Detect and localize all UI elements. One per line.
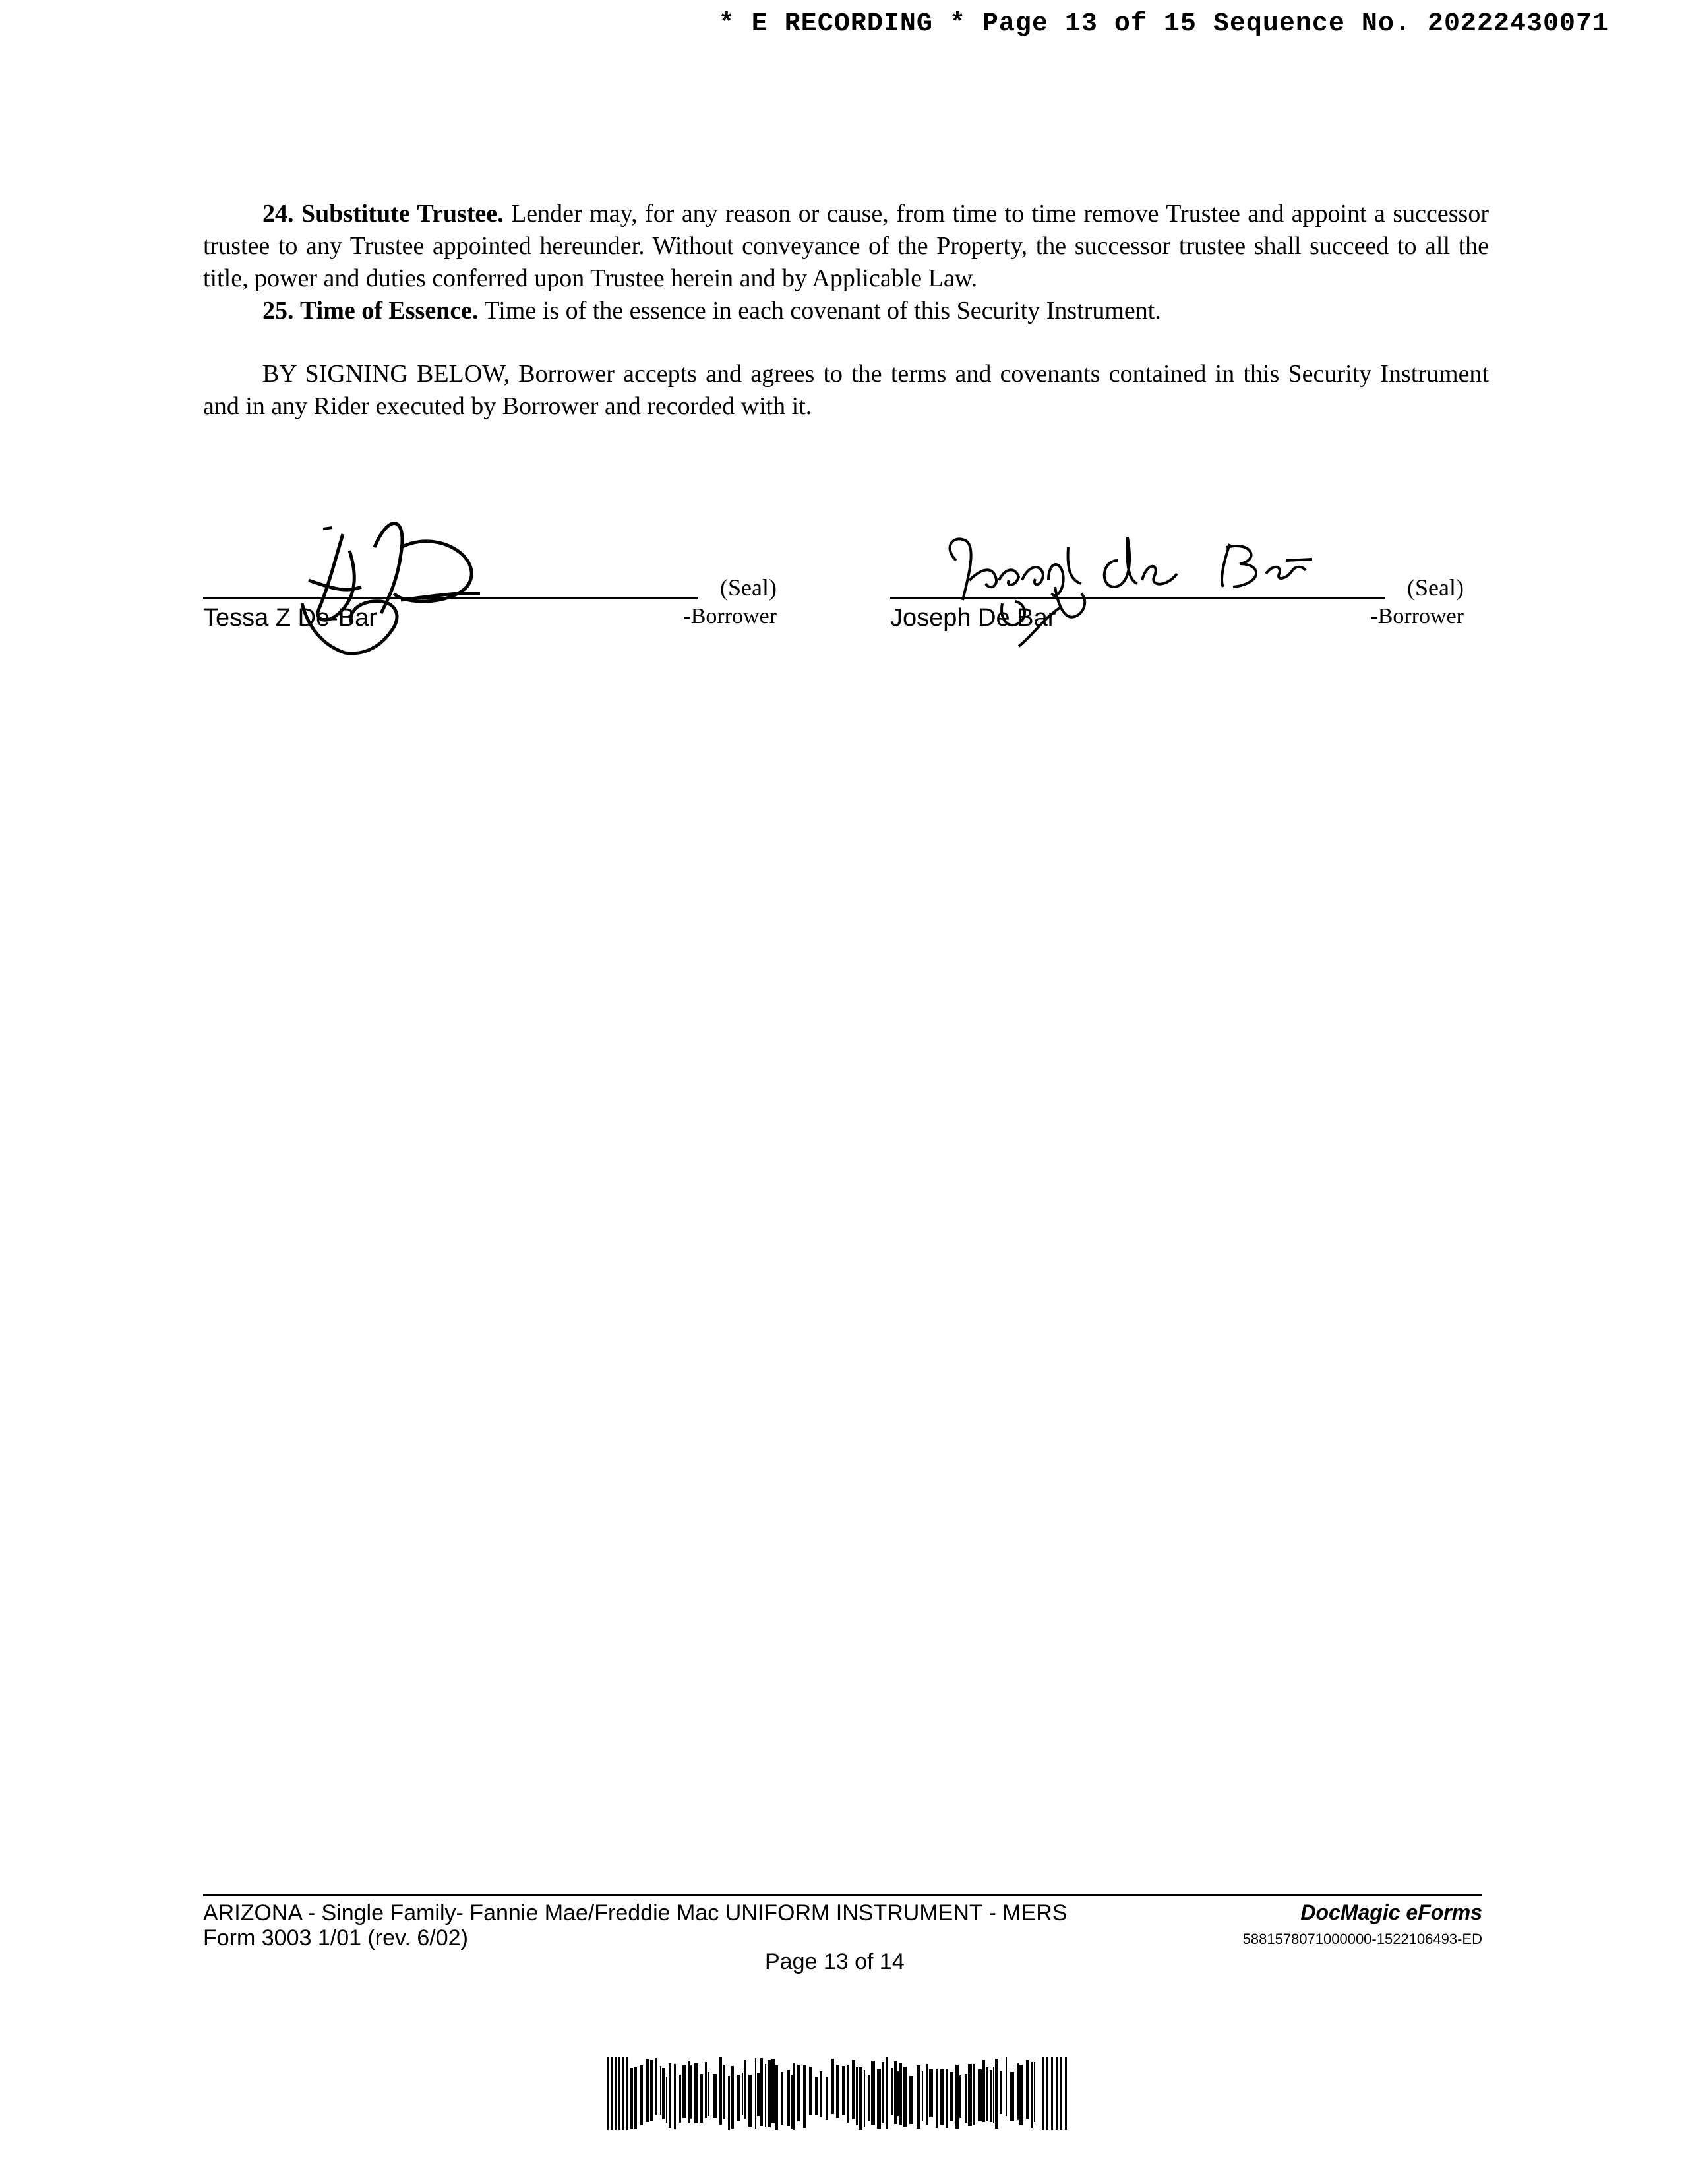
barcode-bar xyxy=(622,2057,624,2130)
barcode-bar xyxy=(775,2065,778,2130)
barcode-bar xyxy=(719,2057,722,2125)
barcode-bar xyxy=(742,2073,743,2115)
barcode-bar xyxy=(793,2063,795,2130)
barcode-icon xyxy=(607,2057,1081,2130)
barcode-bar xyxy=(852,2060,855,2119)
signing-statement-text: BY SIGNING BELOW, Borrower accepts and agrees to the terms and covenants contained in this Security Instrument and in any Rider executed by Borrower and recorded with it. xyxy=(203,360,1489,420)
footer-form-title: ARIZONA - Single Family- Fannie Mae/Freddie Mac UNIFORM INSTRUMENT - MERS xyxy=(203,1900,1068,1926)
section-24-paragraph xyxy=(203,198,1489,295)
barcode-bar xyxy=(615,2057,617,2130)
barcode-bar xyxy=(836,2065,839,2118)
barcode-bar xyxy=(626,2057,628,2130)
barcode-bar xyxy=(950,2072,953,2121)
barcode-bar xyxy=(842,2066,845,2115)
barcode-bar xyxy=(1042,2057,1044,2130)
barcode-bar xyxy=(705,2062,707,2118)
barcode-bar xyxy=(679,2075,681,2123)
barcode-bar xyxy=(897,2071,899,2116)
barcode-bar xyxy=(1000,2071,1002,2114)
barcode-bar xyxy=(877,2069,881,2129)
barcode-bar xyxy=(797,2065,800,2121)
barcode-bar xyxy=(666,2077,667,2123)
barcode-bar xyxy=(995,2059,998,2129)
barcode-bar xyxy=(618,2057,620,2130)
barcode-bar xyxy=(1019,2065,1023,2125)
borrower-name: Tessa Z De-Bar xyxy=(203,604,377,632)
section-24-number: 24. xyxy=(262,200,294,228)
barcode-bar xyxy=(990,2070,992,2122)
footer-brand-logo: DocMagic eForms xyxy=(1300,1900,1482,1924)
barcode-bar xyxy=(831,2059,834,2114)
barcode-bar xyxy=(634,2067,637,2129)
barcode-bar xyxy=(1006,2057,1007,2116)
barcode-bar xyxy=(646,2059,649,2122)
barcode-bar xyxy=(946,2069,948,2128)
recording-header: * E RECORDING * Page 13 of 15 Sequence No. 20222430071 xyxy=(718,9,1609,39)
barcode-bar xyxy=(611,2057,613,2130)
section-25-title: Time of Essence. xyxy=(300,297,479,324)
section-24-title: Substitute Trustee. xyxy=(301,200,504,228)
barcode-bar xyxy=(820,2071,822,2117)
barcode-bar xyxy=(917,2065,920,2129)
barcode-bar xyxy=(660,2066,661,2115)
barcode-bar xyxy=(713,2074,717,2118)
section-25-text: Time is of the essence in each covenant of this Security Instrument. xyxy=(484,297,1161,324)
barcode-bar xyxy=(982,2060,985,2122)
barcode-bar xyxy=(731,2066,734,2129)
barcode-bar xyxy=(748,2075,752,2127)
footer-page-number: Page 13 of 14 xyxy=(765,1949,905,1974)
barcode-bar xyxy=(688,2061,690,2123)
barcode-bar xyxy=(1034,2062,1035,2122)
barcode-bar xyxy=(700,2074,703,2123)
barcode-bar xyxy=(978,2069,982,2121)
barcode-bar xyxy=(650,2060,653,2121)
barcode-bar xyxy=(757,2073,760,2116)
barcode-bar xyxy=(781,2072,783,2125)
barcode-bar xyxy=(993,2067,994,2123)
barcode-bar xyxy=(690,2065,692,2119)
barcode-bar xyxy=(760,2058,763,2126)
barcode-bar xyxy=(891,2068,893,2115)
handwritten-signature-tessa xyxy=(203,488,599,659)
barcode-bar xyxy=(955,2065,959,2129)
barcode-bar xyxy=(864,2070,865,2127)
barcode-bar xyxy=(815,2077,818,2115)
seal-label: (Seal) xyxy=(1407,574,1464,601)
footer-form-number: Form 3003 1/01 (rev. 6/02) xyxy=(203,1926,468,1951)
barcode-bar xyxy=(1060,2057,1062,2130)
signing-statement xyxy=(203,358,1489,423)
barcode-bar xyxy=(868,2075,870,2121)
barcode-bar xyxy=(1026,2060,1029,2119)
barcode-bar xyxy=(886,2057,888,2129)
barcode-bar xyxy=(899,2063,902,2125)
borrower-name: Joseph De Bar xyxy=(890,604,1056,632)
barcode-bar xyxy=(936,2069,938,2128)
barcode-bar xyxy=(607,2057,609,2130)
barcode-bar xyxy=(674,2064,676,2129)
signature-line xyxy=(890,597,1385,599)
barcode-bar xyxy=(755,2058,756,2129)
barcode-bar xyxy=(986,2067,988,2121)
barcode-bar xyxy=(826,2077,828,2120)
barcode-bar xyxy=(682,2065,686,2118)
barcode-bar xyxy=(744,2060,746,2119)
barcode-bar xyxy=(765,2064,766,2127)
barcode-bar xyxy=(728,2076,730,2130)
barcode-bar xyxy=(655,2058,657,2115)
section-25-paragraph xyxy=(203,295,1489,327)
footer-divider xyxy=(203,1894,1482,1896)
barcode-bar xyxy=(1031,2062,1033,2128)
barcode-bar xyxy=(965,2074,967,2123)
barcode-bar xyxy=(926,2064,928,2125)
footer-document-id: 5881578071000000-1522106493-ED xyxy=(1242,1931,1482,1947)
barcode-bar xyxy=(803,2065,806,2128)
barcode-bar xyxy=(1056,2057,1058,2130)
barcode-bar xyxy=(737,2075,740,2121)
barcode-bar xyxy=(871,2061,875,2125)
seal-label: (Seal) xyxy=(720,574,777,601)
barcode-bar xyxy=(787,2070,790,2126)
borrower-role-label: -Borrower xyxy=(683,604,777,628)
section-25-number: 25. xyxy=(262,297,294,324)
barcode-bar xyxy=(694,2063,698,2123)
barcode-bar xyxy=(856,2067,858,2125)
barcode-bar xyxy=(929,2069,933,2117)
barcode-bar xyxy=(922,2071,923,2121)
barcode-bar xyxy=(859,2067,862,2130)
barcode-bar xyxy=(940,2069,944,2125)
barcode-bar xyxy=(1065,2057,1067,2130)
barcode-bar xyxy=(768,2060,771,2127)
barcode-bar xyxy=(959,2075,961,2118)
barcode-bar xyxy=(669,2063,671,2128)
barcode-bar xyxy=(708,2072,709,2116)
barcode-bar xyxy=(791,2075,793,2129)
barcode-bar xyxy=(771,2059,775,2123)
barcode-bar xyxy=(640,2065,643,2125)
barcode-bar xyxy=(973,2064,975,2125)
barcode-bar xyxy=(1017,2063,1019,2120)
signature-line xyxy=(203,597,698,599)
barcode-bar xyxy=(903,2067,907,2127)
barcode-bar xyxy=(1010,2072,1014,2121)
barcode-bar xyxy=(630,2068,633,2129)
barcode-bar xyxy=(1046,2057,1048,2130)
barcode-bar xyxy=(809,2067,812,2115)
barcode-bar xyxy=(894,2061,897,2124)
barcode-bar xyxy=(882,2062,884,2123)
borrower-signature-block-1 xyxy=(203,488,783,659)
handwritten-signature-joseph xyxy=(890,488,1325,659)
barcode-bar xyxy=(968,2064,972,2126)
barcode-bar xyxy=(723,2065,725,2119)
barcode-bar xyxy=(847,2065,849,2123)
borrower-role-label: -Borrower xyxy=(1370,604,1464,628)
section-24-text: Lender may, for any reason or cause, from time to time remove Trustee and appoint a successor trustee to any Trustee appointed hereunder. Without conveyance of the Property, the successor trustee shall succeed to all the title, power and duties conferred upon Trustee herein and by Applicable Law. xyxy=(203,200,1489,292)
barcode-bar xyxy=(662,2068,665,2119)
borrower-signature-block-2 xyxy=(890,488,1470,659)
barcode-bar xyxy=(909,2076,913,2124)
barcode-bar xyxy=(1051,2057,1053,2130)
